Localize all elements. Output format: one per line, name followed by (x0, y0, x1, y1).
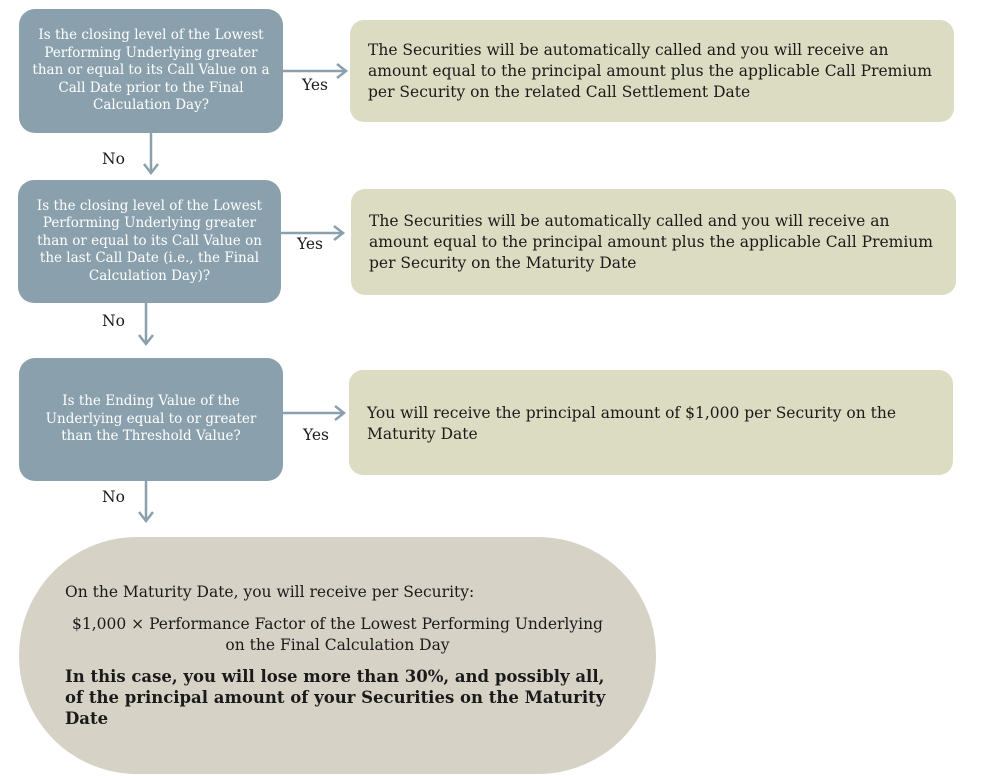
yes-label-3: Yes (303, 426, 330, 444)
question-text-3: Is the Ending Value of the Underlying equal to or greater than the Threshold Value? (45, 393, 257, 445)
yes-label-2: Yes (297, 235, 324, 253)
outcome-box-1 (350, 20, 954, 122)
no-label-1: No (102, 150, 125, 168)
question-text-2: Is the closing level of the Lowest Performing Underlying greater than or equal to its Call Value on the last Call Date (i.e., the Final Calculation Day)? (36, 197, 263, 284)
question-text-1: Is the closing level of the Lowest Performing Underlying greater than or equal to its Call Value on a Call Date prior to the Final Calculation Day? (32, 27, 270, 114)
outcome-box-3 (349, 370, 953, 475)
outcome-text-3: You will receive the principal amount of $1,000 per Security on the Maturity Date (367, 404, 897, 443)
no-label-2: No (102, 312, 125, 330)
final-outcome-intro: On the Maturity Date, you will receive per Security: (65, 583, 475, 601)
no-label-3: No (102, 488, 125, 506)
final-outcome-warning: In this case, you will lose more than 30%, and possibly all, of the principal amount of your Securities on the Maturity Date (65, 667, 606, 728)
question-box-3 (19, 358, 283, 481)
question-box-1 (19, 9, 283, 133)
final-formula-line-2: on the Final Calculation Day (225, 636, 450, 654)
final-formula-line-1: $1,000 × Performance Factor of the Lowest Performing Underlying (72, 615, 603, 633)
question-box-2 (18, 180, 281, 303)
outcome-text-2: The Securities will be automatically called and you will receive an amount equal to the principal amount plus the applicable Call Premium per Security on the Maturity Date (369, 211, 933, 272)
outcome-box-2 (351, 189, 956, 295)
final-outcome-formula (60, 614, 615, 656)
yes-label-1: Yes (302, 76, 329, 94)
outcome-text-1: The Securities will be automatically called and you will receive an amount equal to the principal amount plus the applicable Call Premium per Security on the related Call Settlement Date (368, 40, 932, 101)
